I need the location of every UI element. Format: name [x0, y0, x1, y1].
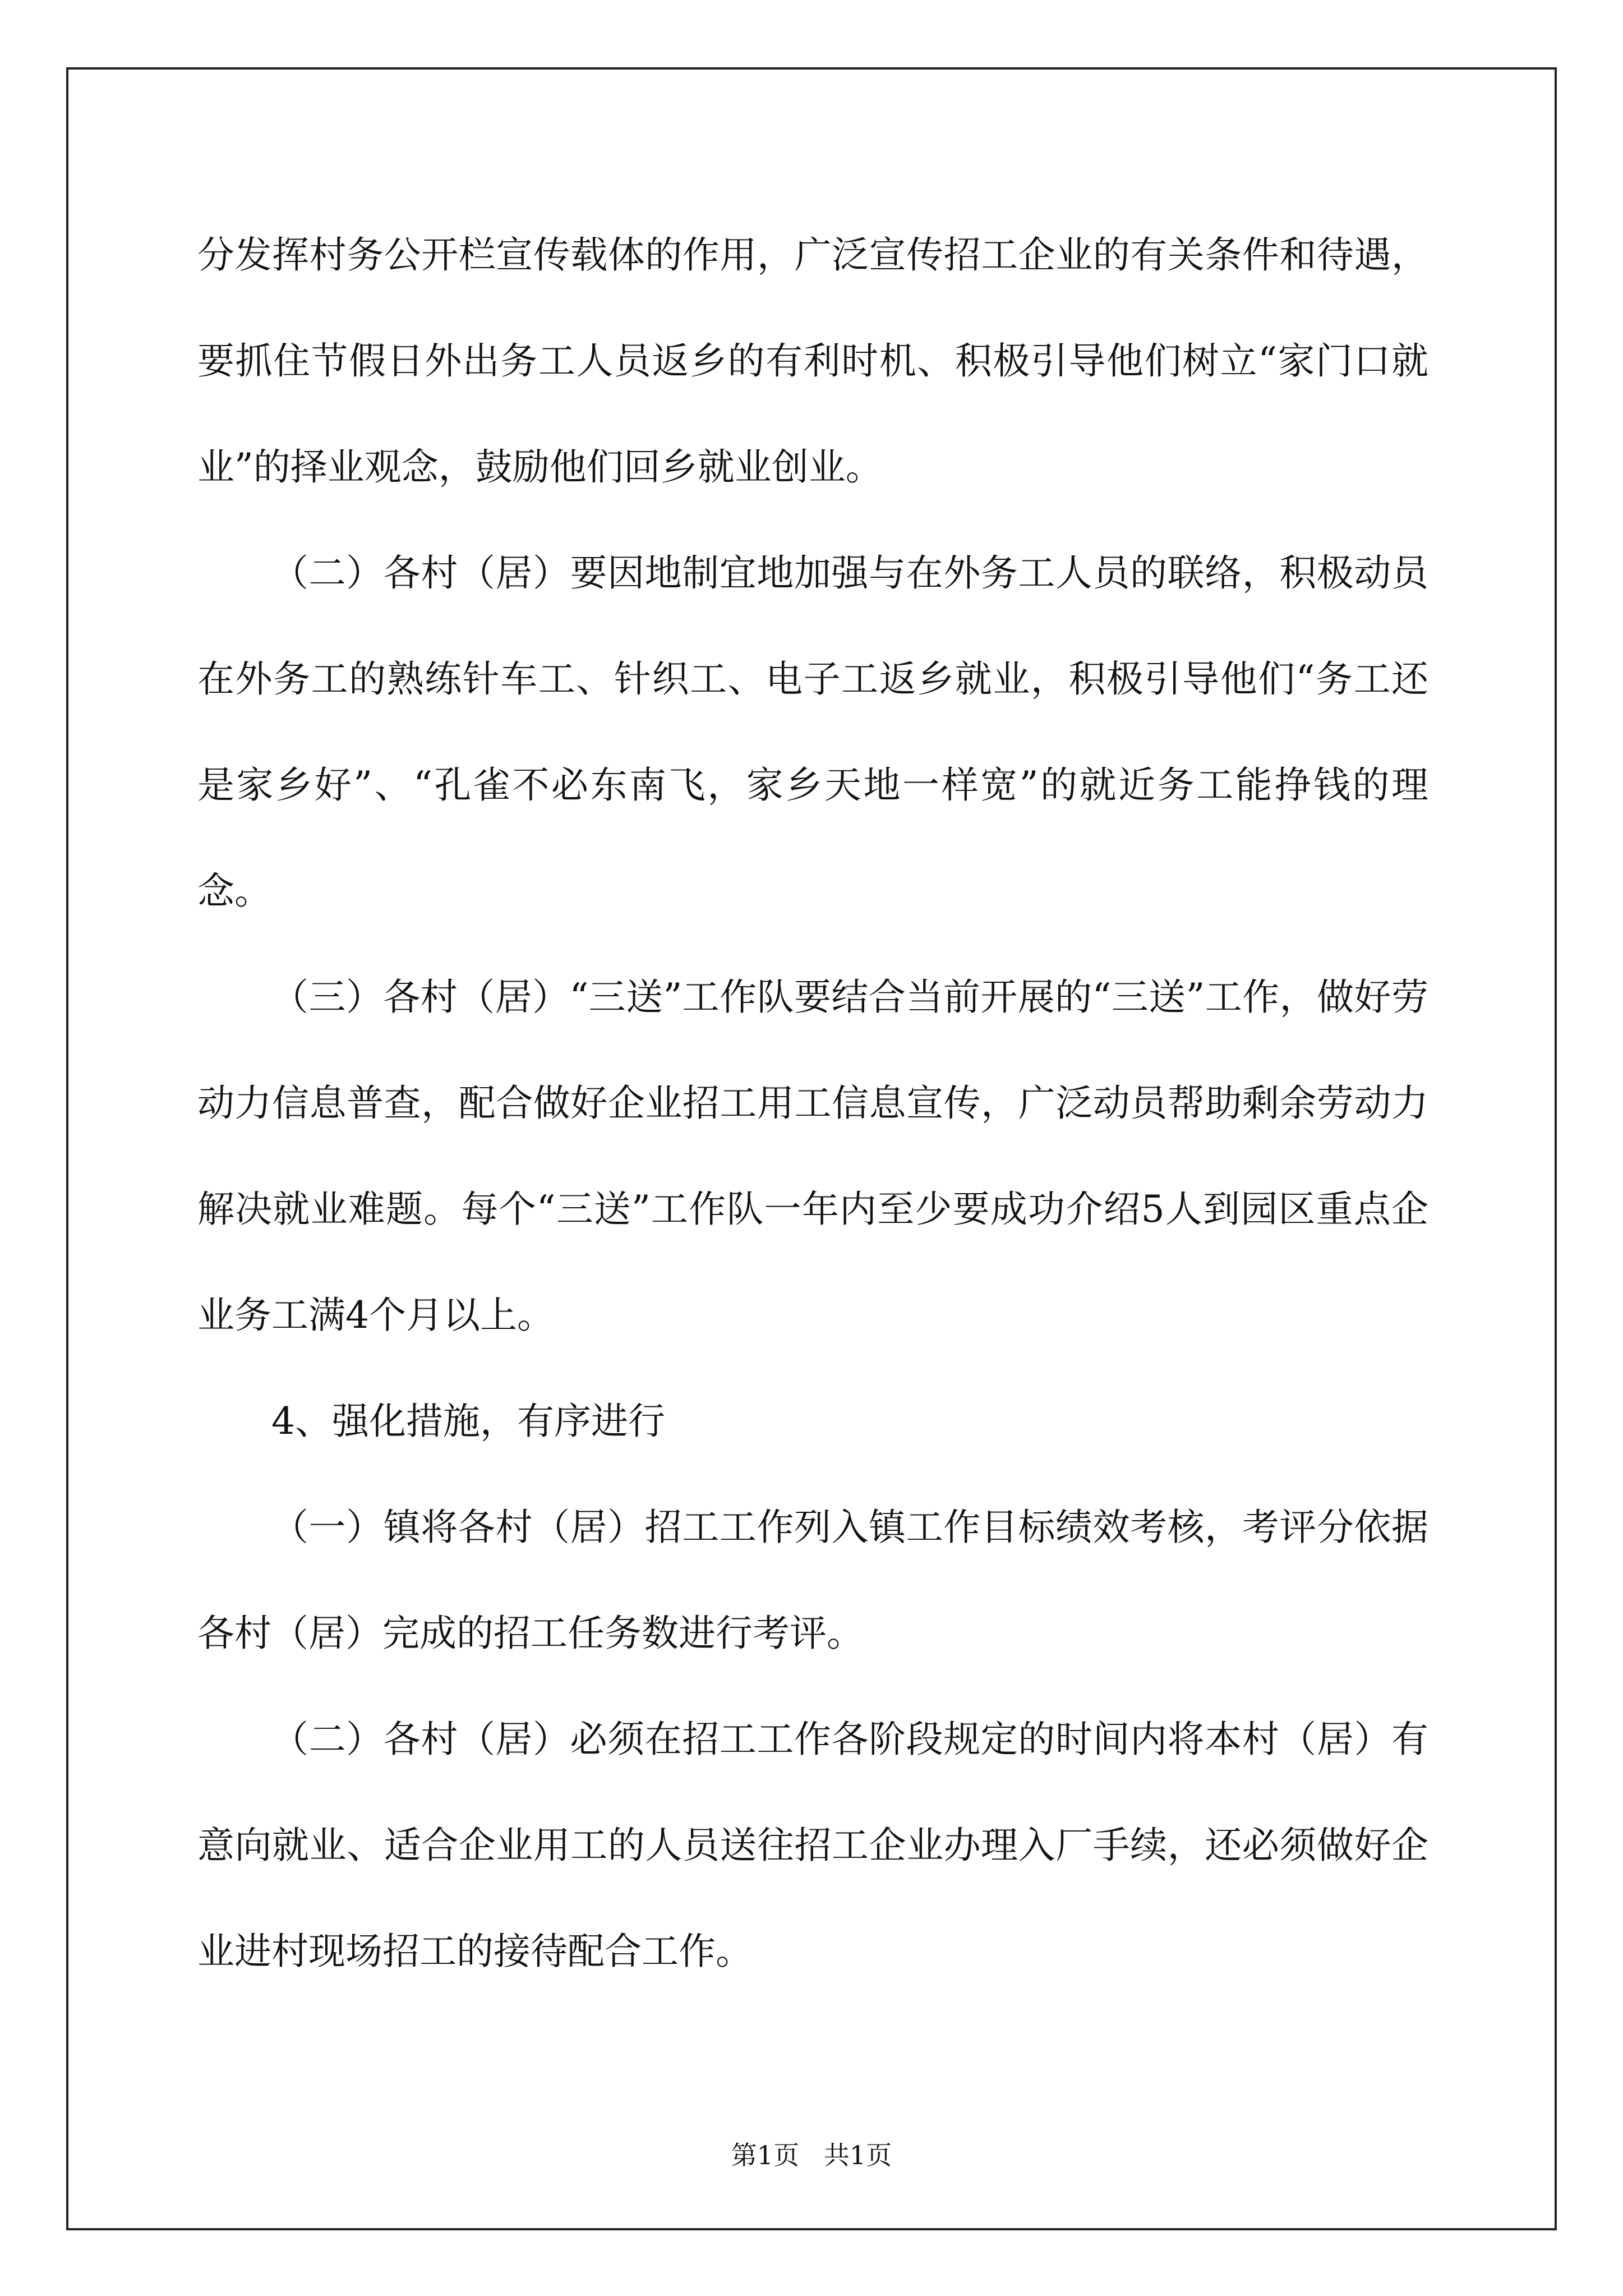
document-body	[197, 202, 1428, 2004]
section-heading-4: 4、强化措施，有序进行	[271, 1400, 665, 1443]
paragraph-item-3: （三）各村（居）“三送”工作队要结合当前开展的“三送”工作，做好劳动力信息普查，配合做好企业招工用工信息宣传，广泛动员帮助剩余劳动力解决就业难题。每个“三送”工作队一年内至少要成功介绍5人到园区重点企业务工满4个月以上。	[197, 976, 1428, 1337]
paragraph-measure-2: （二）各村（居）必须在招工工作各阶段规定的时间内将本村（居）有意向就业、适合企业用工的人员送往招工企业办理入厂手续，还必须做好企业进村现场招工的接待配合工作。	[197, 1718, 1428, 1973]
paragraph-measure-1: （一）镇将各村（居）招工工作列入镇工作目标绩效考核，考评分依据各村（居）完成的招工任务数进行考评。	[197, 1506, 1428, 1655]
page-number-footer: 第1页 共1页	[731, 2140, 892, 2170]
paragraph-item-2: （二）各村（居）要因地制宜地加强与在外务工人员的联络，积极动员在外务工的熟练针车工、针织工、电子工返乡就业，积极引导他们“务工还是家乡好”、“孔雀不必东南飞，家乡天地一样宽”的就近务工能挣钱的理念。	[197, 551, 1428, 913]
paragraph-continued: 分发挥村务公开栏宣传载体的作用，广泛宣传招工企业的有关条件和待遇，要抓住节假日外出务工人员返乡的有利时机、积极引导他们树立“家门口就业”的择业观念，鼓励他们回乡就业创业。	[197, 233, 1428, 489]
